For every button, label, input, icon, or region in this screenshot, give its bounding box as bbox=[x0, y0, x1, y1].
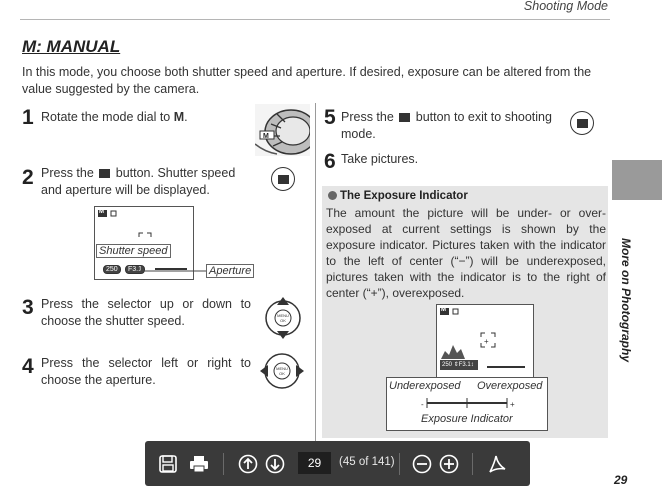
selector-left-right-icon bbox=[259, 352, 305, 390]
page-down-icon[interactable] bbox=[264, 453, 286, 475]
page-number: 29 bbox=[614, 473, 628, 487]
intro-paragraph: In this mode, you choose both shutter speed and aperture. If desired, exposure can be altered from the value suggested by the camera. bbox=[22, 65, 592, 96]
selector-up-down-icon bbox=[264, 296, 302, 340]
exposure-scale-box bbox=[386, 377, 548, 431]
pdf-toolbar bbox=[145, 441, 530, 486]
page-up-icon[interactable] bbox=[237, 453, 259, 475]
aperture-leader-line bbox=[140, 260, 210, 274]
svg-text:MENU: MENU bbox=[277, 313, 289, 318]
exposure-indicator-caption: Exposure Indicator bbox=[421, 413, 513, 425]
step-2-text: Press the button. Shutter speed and aperture will be displayed. bbox=[41, 166, 236, 197]
step-4-text: Press the selector left or right to choose the aperture. bbox=[41, 356, 251, 387]
shutter-speed-callout: Shutter speed bbox=[96, 244, 171, 258]
lcd-shutter-value: 250 bbox=[103, 265, 121, 274]
column-divider bbox=[315, 103, 316, 451]
svg-text:+: + bbox=[510, 400, 515, 409]
step-1-text: Rotate the mode dial to M. bbox=[41, 110, 188, 124]
exposure-indicator-note bbox=[322, 186, 608, 438]
page-number-input[interactable]: 29 bbox=[298, 452, 331, 474]
lcd-mode-indicator: M bbox=[99, 209, 104, 215]
step-5-text: Press the button to exit to shooting mode. bbox=[341, 110, 552, 141]
note-body: The amount the picture will be under- or over-exposed at current settings is shown by the exposure indicator. Pictures taken with the indicator to the left of center (“−”) will be underexposed, pictures taken with the indicator is to the right of center (“+”), overexposed. bbox=[326, 206, 606, 300]
svg-text:M: M bbox=[263, 133, 269, 140]
svg-text:OK: OK bbox=[280, 318, 286, 323]
underexposed-label: Underexposed bbox=[389, 380, 461, 392]
svg-text:MENU: MENU bbox=[276, 366, 288, 371]
side-tab-marker bbox=[612, 160, 662, 200]
page-heading: M: MANUAL bbox=[22, 37, 121, 56]
lcd-readout: 250 ⇕F3.1↕ bbox=[442, 362, 474, 368]
acrobat-icon[interactable] bbox=[486, 453, 508, 475]
step-3-text: Press the selector up or down to choose the shutter speed. bbox=[41, 297, 251, 328]
step-5-number: 5 bbox=[324, 106, 336, 129]
step-6-text: Take pictures. bbox=[341, 152, 419, 166]
page-count-label: (45 of 141) bbox=[339, 456, 395, 468]
toolbar-separator bbox=[223, 453, 224, 475]
side-tab-label: More on Photography bbox=[619, 238, 633, 362]
lcd-mode-indicator: M bbox=[441, 307, 446, 313]
exposure-button-icon bbox=[271, 167, 295, 191]
save-icon[interactable] bbox=[157, 453, 179, 475]
section-title: Shooting Mode bbox=[523, 0, 608, 13]
zoom-out-icon[interactable] bbox=[411, 453, 433, 475]
exposure-comp-icon bbox=[99, 169, 110, 178]
print-icon[interactable] bbox=[188, 453, 210, 475]
page-header bbox=[20, 0, 610, 20]
aperture-callout: Aperture bbox=[206, 264, 254, 278]
exposure-comp-icon bbox=[399, 113, 410, 122]
step-1-number: 1 bbox=[22, 106, 34, 129]
step-4-number: 4 bbox=[22, 355, 34, 378]
svg-text:OK: OK bbox=[279, 371, 285, 376]
toolbar-separator bbox=[472, 453, 473, 475]
exposure-scale-bar bbox=[387, 394, 547, 414]
lcd-aperture-value: F3.1 bbox=[125, 265, 145, 274]
lcd-exposure-preview bbox=[436, 304, 534, 378]
exposure-button-icon bbox=[570, 111, 594, 135]
step-3-number: 3 bbox=[22, 296, 34, 319]
svg-text:+: + bbox=[484, 337, 489, 346]
svg-text:-: - bbox=[421, 400, 424, 409]
note-title: The Exposure Indicator bbox=[328, 190, 468, 202]
step-2-number: 2 bbox=[22, 166, 34, 189]
toolbar-separator bbox=[399, 453, 400, 475]
overexposed-label: Overexposed bbox=[477, 380, 543, 392]
mode-dial-image bbox=[255, 104, 310, 156]
step-6-number: 6 bbox=[324, 150, 336, 173]
zoom-in-icon[interactable] bbox=[438, 453, 460, 475]
